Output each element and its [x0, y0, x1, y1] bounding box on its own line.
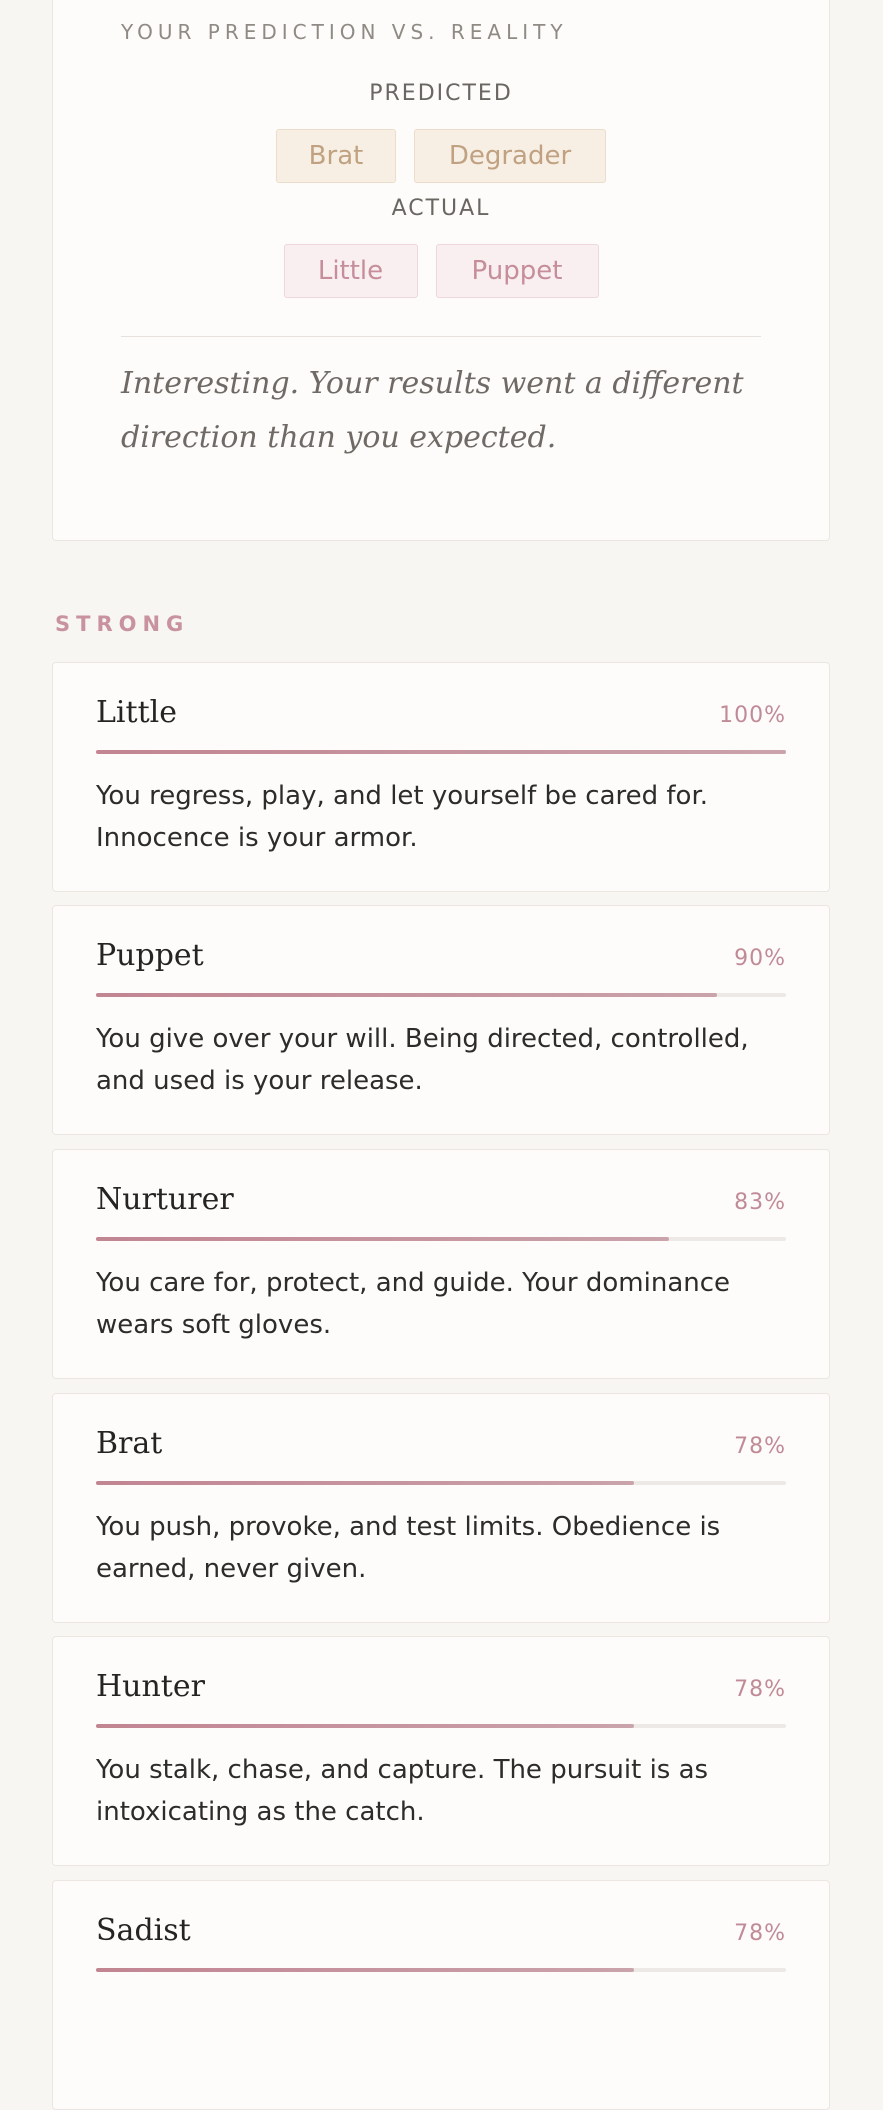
result-description: You care for, protect, and guide. Your dominance wears soft gloves. — [96, 1268, 731, 1340]
actual-chip-puppet: Puppet — [436, 244, 599, 298]
predicted-label: PREDICTED — [369, 81, 513, 106]
result-bar-track — [96, 1724, 786, 1728]
section-label-strong: STRONG — [55, 612, 190, 636]
result-name: Sadist — [96, 1913, 191, 1948]
result-percent: 100% — [719, 703, 786, 728]
comparison-note: Interesting. Your results went a different direction than you expected. — [121, 366, 744, 455]
result-name: Brat — [96, 1426, 163, 1461]
predicted-chips — [53, 129, 829, 183]
result-percent: 78% — [734, 1677, 786, 1702]
result-bar-fill — [96, 1724, 634, 1728]
result-description: You stalk, chase, and capture. The pursuit is as intoxicating as the catch. — [96, 1755, 709, 1827]
actual-label: ACTUAL — [391, 196, 491, 221]
actual-chip-little: Little — [284, 244, 418, 298]
result-bar-track — [96, 1968, 786, 1972]
result-name: Puppet — [96, 938, 204, 973]
result-description: You give over your will. Being directed, controlled, and used is your release. — [96, 1024, 749, 1096]
actual-chips — [53, 244, 829, 298]
result-description: You regress, play, and let yourself be cared for. Innocence is your armor. — [96, 781, 709, 853]
result-card-nurturer — [52, 1149, 830, 1379]
result-description: You push, provoke, and test limits. Obedience is earned, never given. — [96, 1512, 721, 1584]
result-bar-fill — [96, 1968, 634, 1972]
result-card-little — [52, 662, 830, 892]
result-percent: 78% — [734, 1434, 786, 1459]
comparison-heading: YOUR PREDICTION VS. REALITY — [121, 20, 568, 44]
result-bar-track — [96, 1237, 786, 1241]
result-bar-track — [96, 993, 786, 997]
result-name: Hunter — [96, 1669, 205, 1704]
result-name: Little — [96, 695, 177, 730]
result-percent: 90% — [734, 946, 786, 971]
result-card-sadist — [52, 1880, 830, 2110]
result-percent: 83% — [734, 1190, 786, 1215]
result-bar-track — [96, 1481, 786, 1485]
result-card-puppet — [52, 905, 830, 1135]
result-card-hunter — [52, 1636, 830, 1866]
result-bar-fill — [96, 750, 786, 754]
prediction-comparison-card — [52, 0, 830, 541]
result-name: Nurturer — [96, 1182, 234, 1217]
result-bar-fill — [96, 1237, 669, 1241]
divider — [121, 336, 761, 337]
result-percent: 78% — [734, 1921, 786, 1946]
result-bar-fill — [96, 993, 717, 997]
result-bar-track — [96, 750, 786, 754]
predicted-chip-brat: Brat — [276, 129, 396, 183]
result-bar-fill — [96, 1481, 634, 1485]
predicted-chip-degrader: Degrader — [414, 129, 606, 183]
result-card-brat — [52, 1393, 830, 1623]
